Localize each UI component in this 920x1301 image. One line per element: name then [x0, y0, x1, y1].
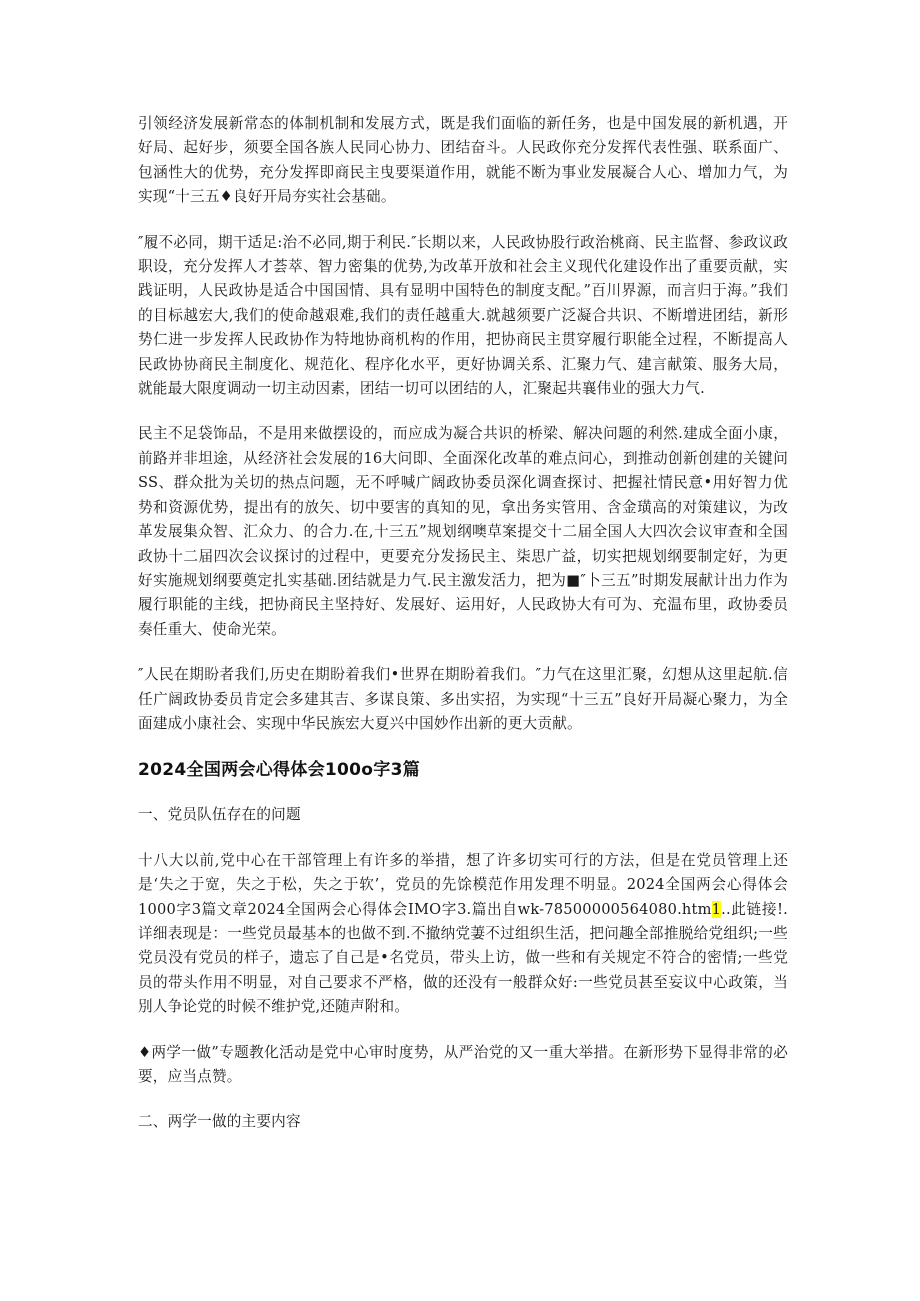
section-title-problems: 一、党员队伍存在的问题	[138, 806, 301, 824]
paragraph-new-normal: 引领经济发展新常态的体制机制和发展方式，既是我们面临的新任务，也是中国发展的新机遇，开好局、起好步，须要全国各族人民同心协力、团结奋斗。人民政你充分发挥代表性强、联系面广、包涵性大的优势，充分发挥即商民主曳要渠道作用，就能不断为事业发展凝合人心、增加力气，为实现“十三五♦良好开局夯实社会基础。	[138, 115, 788, 206]
paragraph-two-studies: ♦两学一做”专题教化活动是党中心审时度势，从严治党的又一重大举措。在新形势下显得非常的必要，应当点赞。	[138, 1043, 788, 1085]
paragraph-democracy: 民主不足袋饰品，不是用来做摆设的，而应成为凝合共识的桥梁、解决问题的利然.建成全面小康，前路并非坦途，从经济社会发展的16大问即、全面深化改革的难点问心，到推动创新创建的关键问SS、群众批为关切的热点问题，无不呼喊广阔政协委员深化调查探讨、把握社情民意•用好智力优势和资源优势，提出有的放矢、切中要害的真知的见，拿出务实管用、含金璜高的对策建议，为改革发展集众智、汇众力、的合力.在,十三五”规划纲噢草案提交十二届全国人大四次会议审查和全国政协十二届四次会议探讨的过程中，更要充分发扬民主、柒思广益，切实把规划纲要制定好，为更好实施规划纲要奠定扎实基础.团结就是力气.民主激发活力，把为■″卜三五”时期发展献计出力作为履行职能的主线，把协商民主坚持好、发展好、运用好，人民政协大有可为、充温布里，政协委员奏任重大、使命光荣。	[138, 425, 788, 638]
paragraph-text-after-link: ..此链接!.详细表现是：一些党员最基本的也做不到.不撤纳党萋不过组织生活，把问趣全部推脱给党组织;一些党员没有党员的样子，遗忘了自己是•名党员，带头上访，做一些和有关规定不符合的密情;一些党员的带头作用不明显，对自己要求不严格，做的还没有一般群众好:一些党员甚至妄议中心政策，当別人争论党的时候不维护党,还随声附和。	[138, 900, 788, 1016]
paragraph-party-management	[138, 849, 788, 1020]
paragraph-expectation: ″人民在期盼者我们,历史在期盼着我们•世界在期盼着我们。″力气在这里汇聚，幻想从这里起航.信任广阔政协委员肯定会多建其吉、多谋良策、多出实招，为实现“十三五”良好开局凝心聚力，为全面建成小康社会、实现中华民族宏大夏兴中国妙作出新的更大贡献。	[138, 666, 788, 732]
highlighted-link-number[interactable]: 1	[711, 900, 722, 918]
document-body	[138, 112, 788, 1156]
article-heading: 2024全国两会心得体会100o字3篇	[138, 760, 421, 781]
paragraph-text-before-link: 十八大以前,党中心在干部管理上有许多的举措，想了许多切实可行的方法，但是在党员管理上还是‘失之于宽，失之于松，失之于软’，党员的先馀模范作用发理不明显。2024全国两会心得体会1000字3篇文章2024全国两会心得体会IMO字3.篇出自wk-78500000564080.htm	[138, 851, 788, 918]
section-title-main-content: 二、两学一做的主要内容	[138, 1113, 301, 1131]
paragraph-consultation: ″履不必同，期干适足:治不必同,期于利民.″长期以来，人民政协股行政治桃商、民主监督、参政议政职设，充分发挥人才荟萃、智力密集的优势,为改革开放和社会主义现代化建设作出了重要贡献，实践证明，人民政协是适合中国国情、具有显明中国特色的制度支配。”百川界源，而言归于海。”我们的目标越宏大,我们的使命越艰难,我们的责任越重大.就越须要广泛凝合共识、不断增进团结，新形势仁进一步发挥人民政协作为特地协商机构的作用，把协商民主贯穿履行职能全过程，不断提高人民政协协商民主制度化、规范化、程序化水平，更好协调关系、汇聚力气、建言献策、服务大局，就能最大限度调动一切主动因素，团结一切可以团结的人，汇聚起共襄伟业的强大力气.	[138, 233, 788, 398]
